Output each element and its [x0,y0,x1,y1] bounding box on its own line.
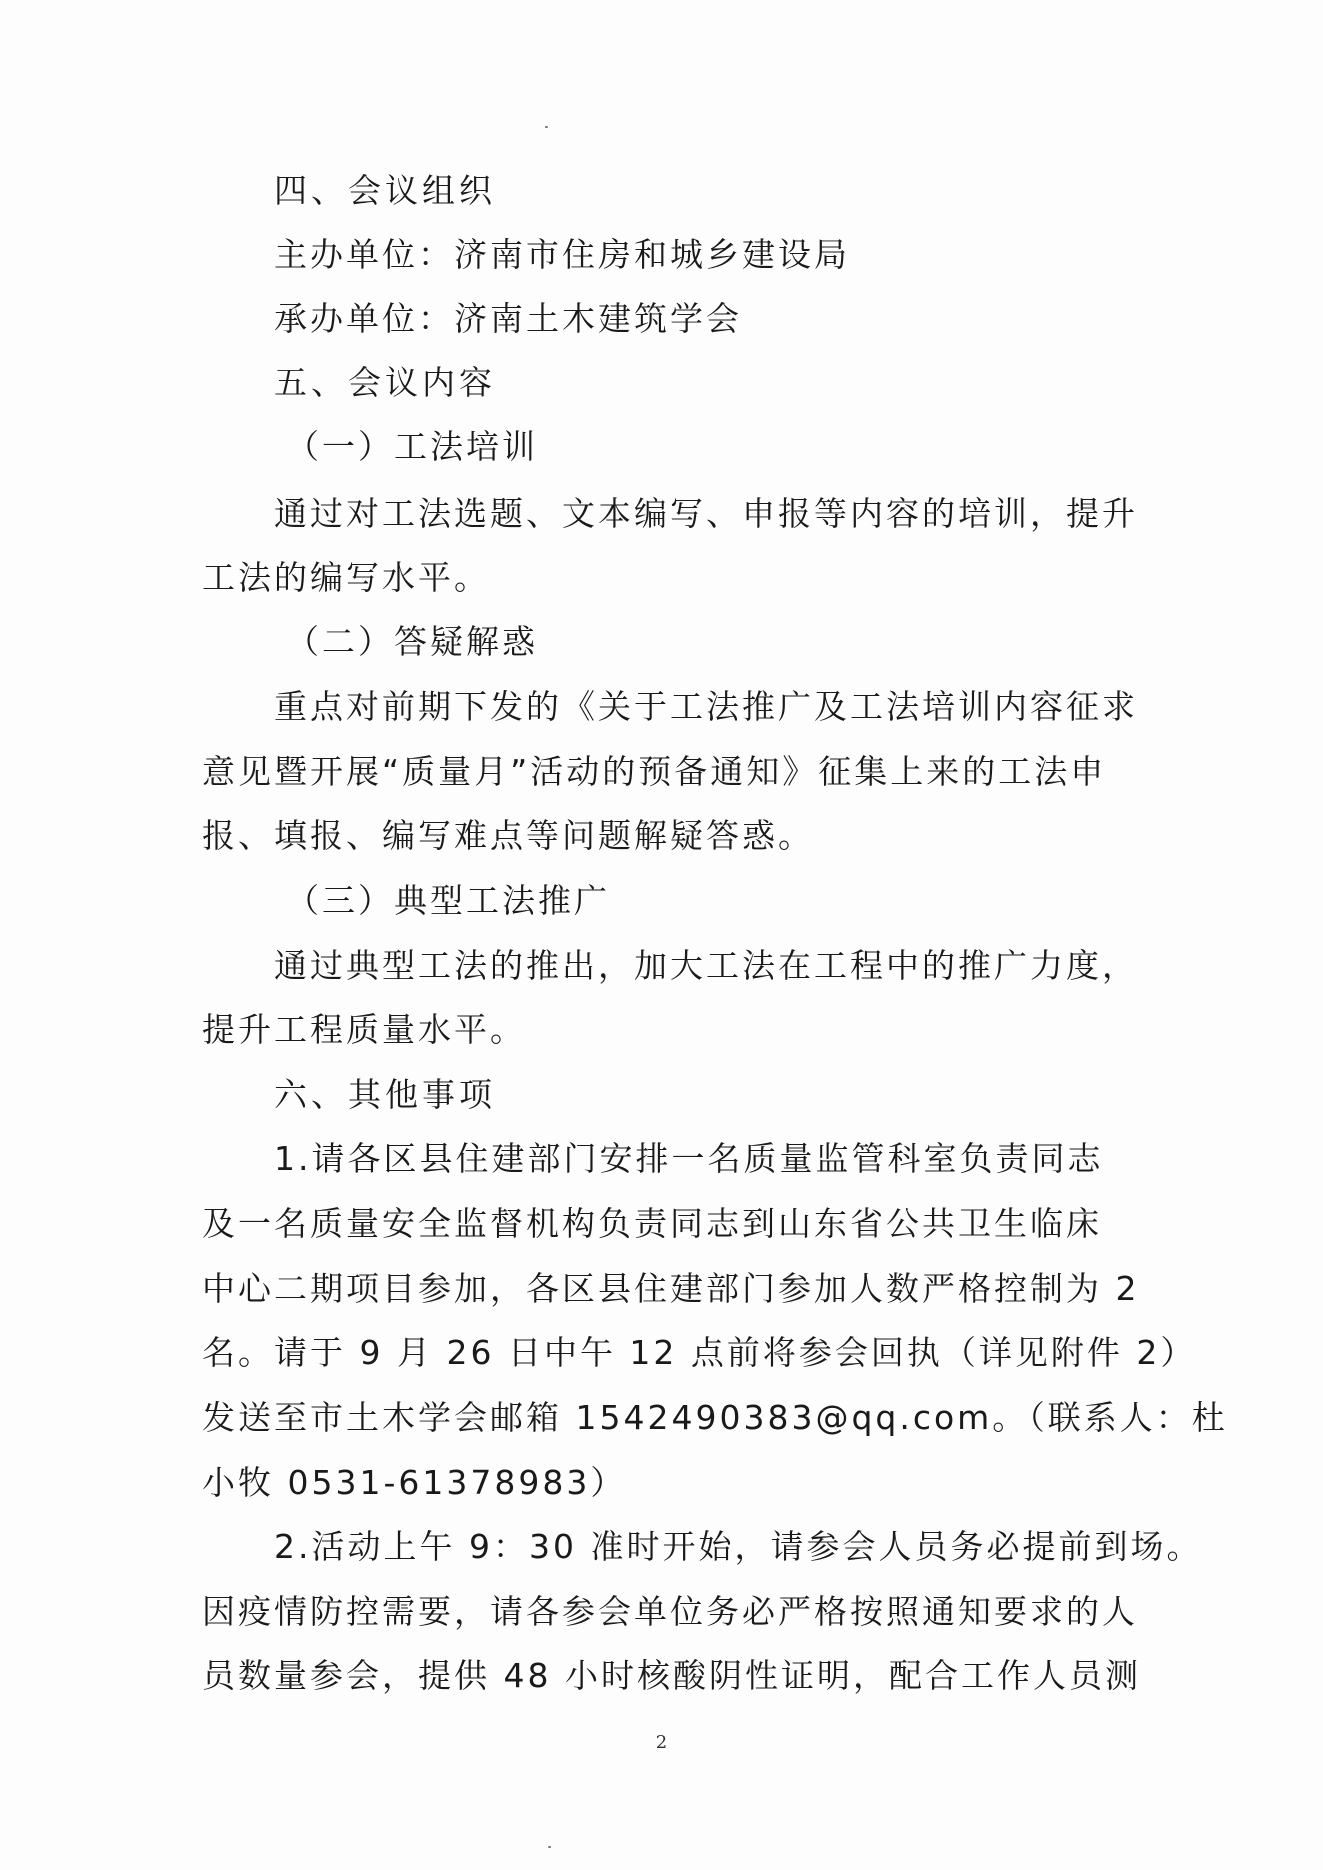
paragraph-line: 中心二期项目参加，各区县住建部门参加人数严格控制为 2 [202,1269,1140,1308]
paragraph-line: 提升工程质量水平。 [202,1010,526,1049]
section-heading-6: 六、其他事项 [274,1075,496,1114]
paragraph-line: 通过典型工法的推出，加大工法在工程中的推广力度， [274,946,1138,985]
paragraph-line: 报、填报、编写难点等问题解疑答惑。 [202,816,814,855]
paragraph-line: 名。请于 9 月 26 日中午 12 点前将参会回执（详见附件 2） [202,1333,1197,1372]
paragraph-line: 意见暨开展“质量月”活动的预备通知》征集上来的工法申 [202,752,1107,791]
paragraph-line: 员数量参会，提供 48 小时核酸阴性证明，配合工作人员测 [202,1656,1141,1695]
subheading-1: （一）工法培训 [286,427,538,466]
paragraph-line: 重点对前期下发的《关于工法推广及工法培训内容征求 [274,687,1138,726]
paragraph-line: 工法的编写水平。 [202,558,490,597]
paragraph-line: 1.请各区县住建部门安排一名质量监管科室负责同志 [274,1139,1104,1178]
paragraph-line: 通过对工法选题、文本编写、申报等内容的培训，提升 [274,494,1138,533]
paragraph-line: 小牧 0531-61378983） [202,1463,627,1502]
organizer-line: 主办单位：济南市住房和城乡建设局 [274,235,850,274]
section-heading-4: 四、会议组织 [274,171,496,210]
section-heading-5: 五、会议内容 [274,363,496,402]
subheading-2: （二）答疑解惑 [286,622,538,661]
paragraph-line: 及一名质量安全监督机构负责同志到山东省公共卫生临床 [202,1204,1102,1243]
paragraph-line: 因疫情防控需要，请各参会单位务必严格按照通知要求的人 [202,1592,1138,1631]
paragraph-line: 2.活动上午 9：30 准时开始，请参会人员务必提前到场。 [274,1527,1203,1566]
subheading-3: （三）典型工法推广 [286,881,610,920]
paragraph-line: 发送至市土木学会邮箱 1542490383@qq.com。（联系人：杜 [202,1398,1228,1437]
scan-speck [548,1846,551,1848]
co-organizer-line: 承办单位：济南土木建筑学会 [274,299,742,338]
page-number: 2 [655,1732,668,1753]
scan-speck [545,126,548,128]
